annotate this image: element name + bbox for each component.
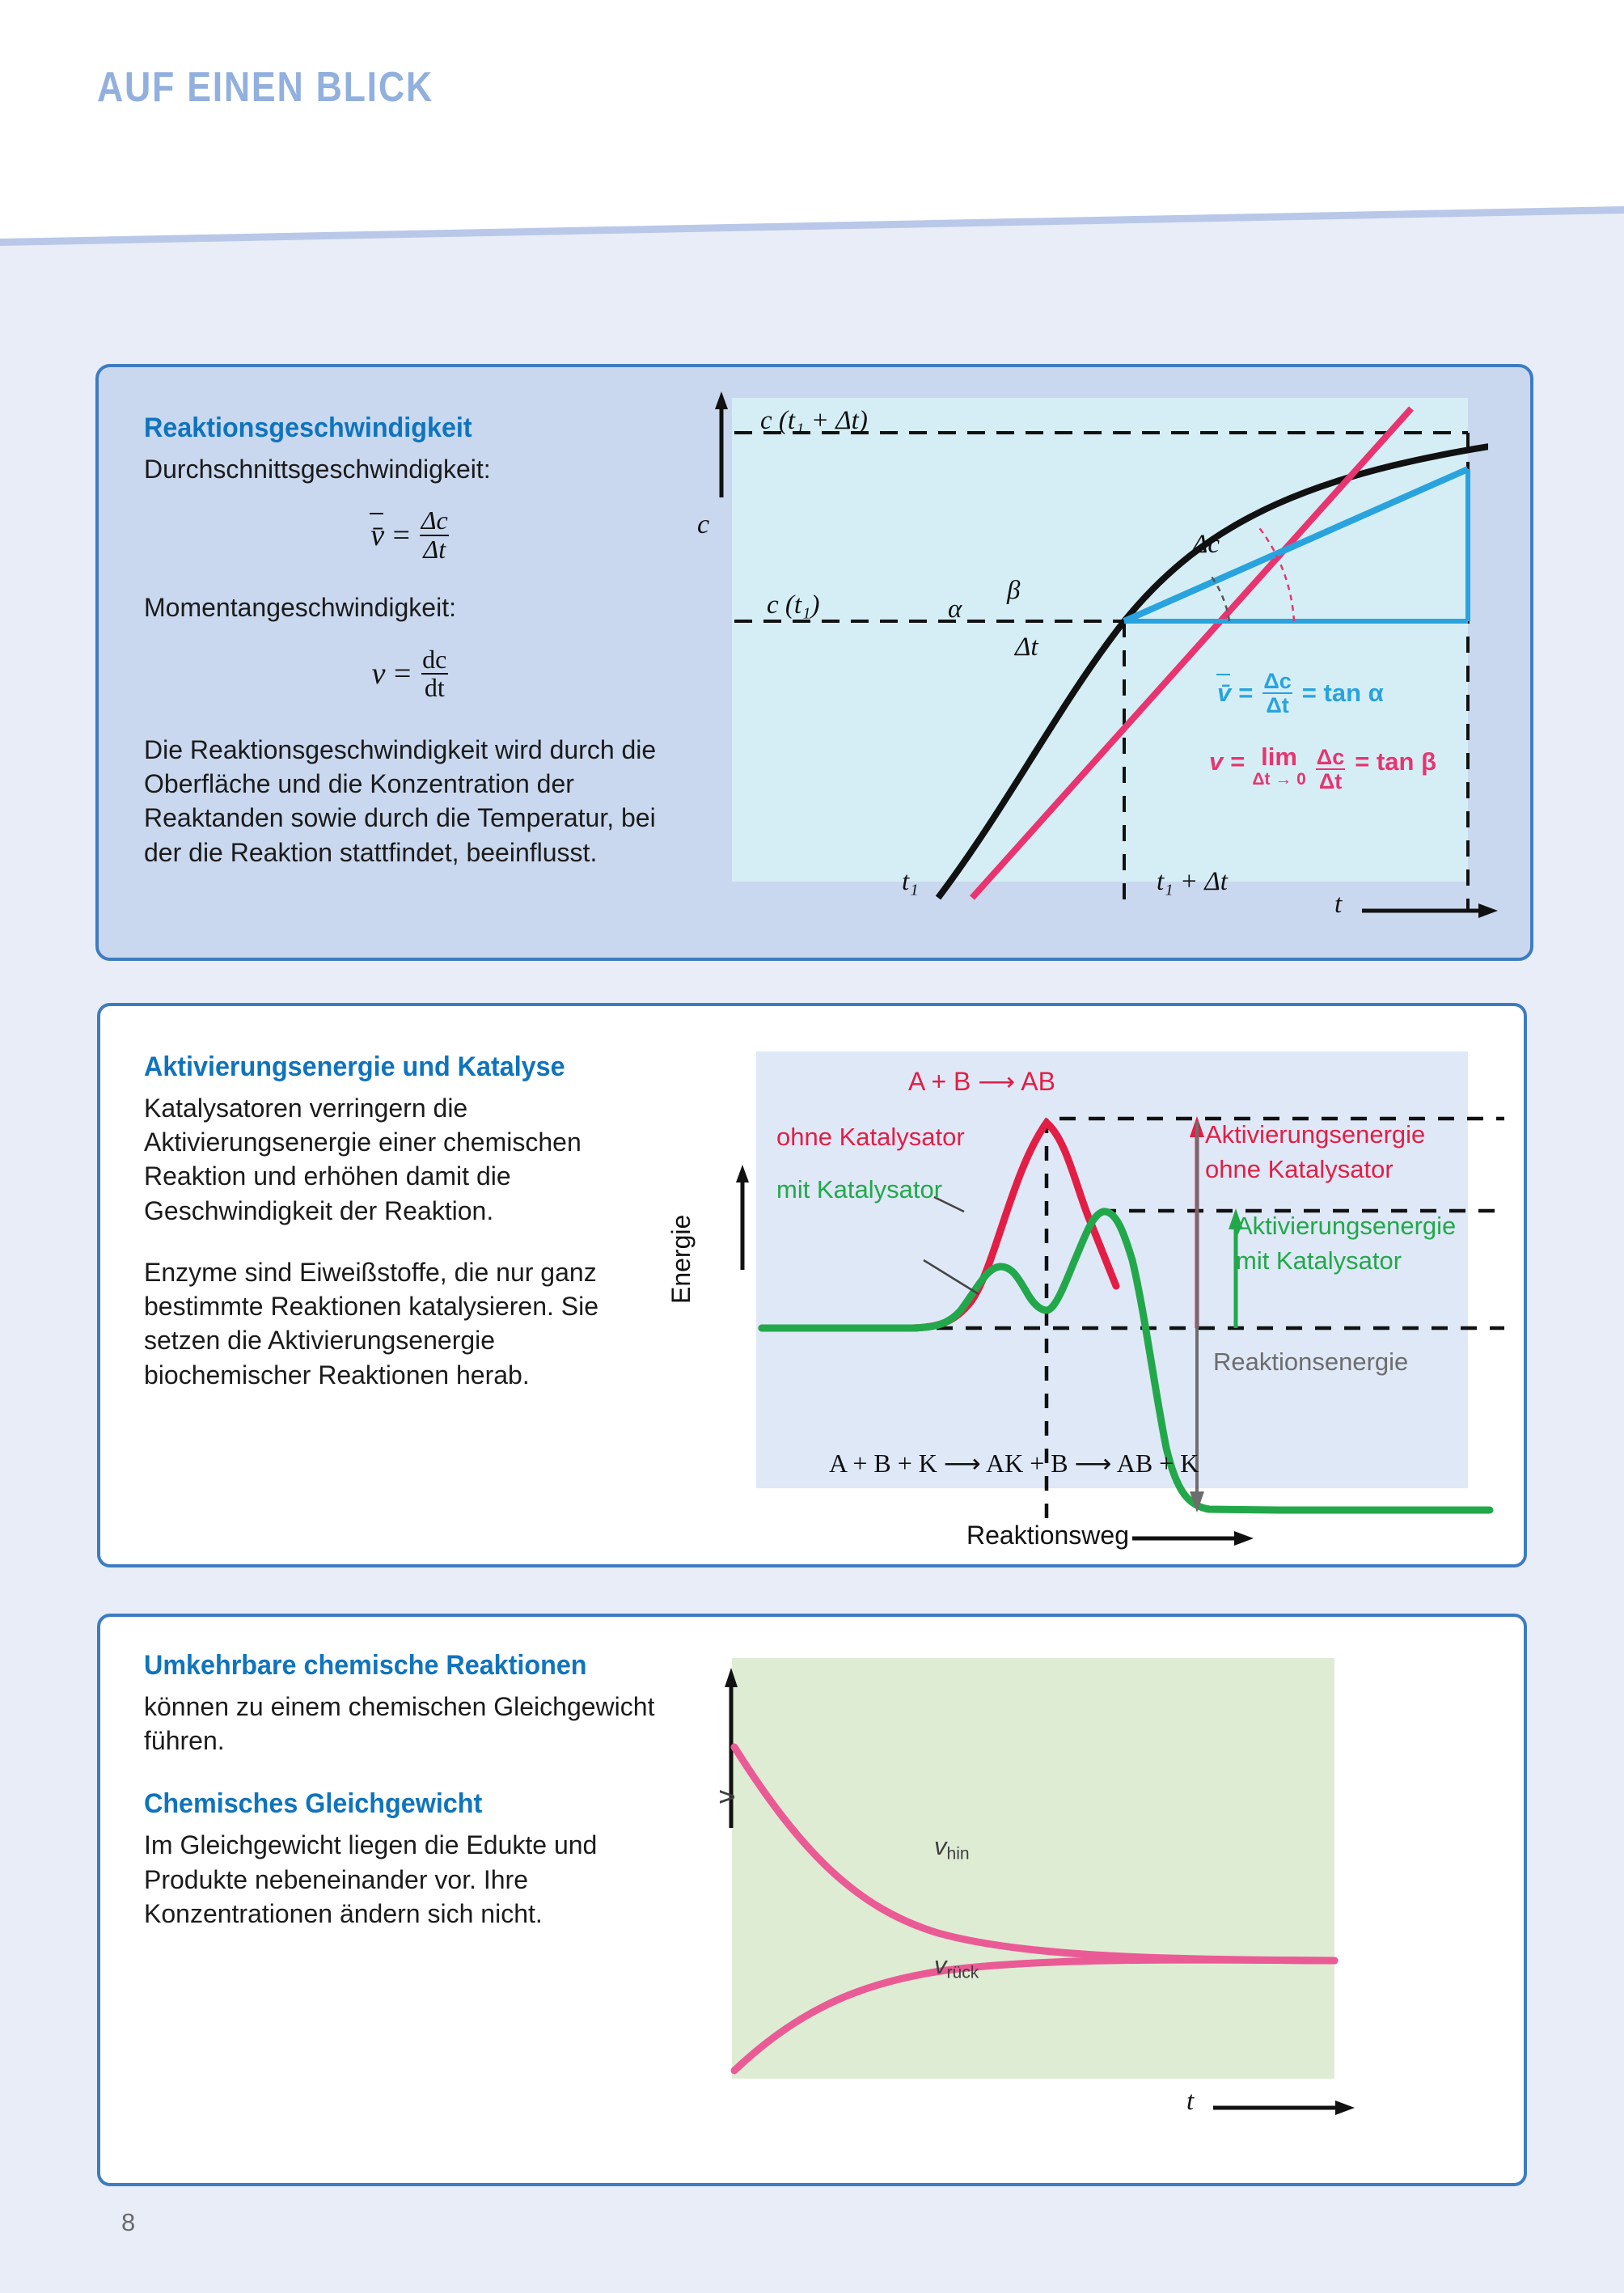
formula-avg-numerator: Δc (421, 506, 448, 535)
chart1-secant-lhs: v̄ (1217, 679, 1232, 708)
chart2-arrow-label-green-line1: Aktivierungsenergie (1236, 1212, 1457, 1240)
chart3-v-hin-sub: hin (946, 1844, 970, 1864)
chart1-tangent-lhs: v (1209, 747, 1224, 776)
panel3-heading-2: Chemisches Gleichgewicht (144, 1788, 483, 1820)
chart2-ylabel: Energie (666, 1214, 696, 1304)
chart1-secant-rhs: = tan α (1301, 679, 1384, 708)
chart1-tangent-num: Δc (1316, 745, 1345, 769)
panel1-body: Die Reaktionsgeschwindigkeit wird durch die Oberfläche und die Konzentration der Reaktanden sowie durch die Temperatur, bei der die Reaktion stattfindet, beeinflusst. (144, 734, 657, 867)
panel3-body-2: Im Gleichgewicht liegen die Edukte und Produkte nebeneinander vor. Ihre Konzentrationen ändern sich nicht. (144, 1830, 598, 1928)
formula-inst-numerator: dc (422, 644, 447, 674)
panel1-label-average: Durchschnittsgeschwindigkeit: (144, 455, 491, 484)
formula-instant-velocity (144, 646, 678, 702)
chart1-formula-tangent (1209, 744, 1436, 793)
chart3-v-rueck-sub: rück (946, 1963, 979, 1982)
page-title: AUF EINEN BLICK (97, 64, 433, 111)
chart3-label-v-hin (934, 1832, 970, 1864)
chart1-tangent-lim: lim (1261, 742, 1297, 771)
chart2-arrow-label-reaction-energy: Reaktionsenergie (1213, 1347, 1409, 1376)
chart1-delta-t-label: Δt (1015, 632, 1038, 662)
chart1-lower-value-label: c (t₁) (767, 590, 820, 620)
formula-avg-fraction (418, 507, 451, 563)
formula-avg-equals: = (391, 518, 412, 552)
chart1-tangent-den: Δt (1316, 768, 1345, 793)
chart2-title: A + B ⟶ AB (908, 1067, 1055, 1096)
chart3-label-v-rueck (934, 1951, 979, 1982)
formula-inst-denominator: dt (421, 673, 448, 702)
chart3-xlabel: t (1186, 2087, 1195, 2116)
panel2-text-column (144, 1051, 662, 1392)
chart1-ylabel: c (697, 510, 710, 539)
panel2-heading: Aktivierungsenergie und Katalyse (144, 1051, 565, 1082)
panel2-body-2: Enzyme sind Eiweißstoffe, die nur ganz bestimmte Reaktionen katalysieren. Sie setzen die Aktivierungsenergie biochemischer Reaktionen herab. (144, 1257, 599, 1390)
chart3-ylabel (710, 1790, 742, 1804)
chart2-x-axis-arrow (1132, 1527, 1270, 1559)
top-white-band (0, 0, 1624, 243)
panel1-text-column (144, 412, 678, 869)
chart2-arrow-label-green-line2: mit Katalysator (1236, 1246, 1402, 1275)
panel1-label-instant: Momentangeschwindigkeit: (144, 593, 456, 623)
panel3-body-1: können zu einem chemischen Gleichgewicht führen. (144, 1692, 655, 1756)
chart2-label-with-catalyst: mit Katalysator (776, 1175, 943, 1204)
panel2-body-1: Katalysatoren verringern die Aktivierungsenergie einer chemischen Reaktion und erhöhen damit die Geschwindigkeit der Reaktion. (144, 1094, 582, 1225)
chart2-arrow-label-red-line1: Aktivierungsenergie (1205, 1120, 1426, 1149)
chart2-arrow-label-red-line2: ohne Katalysator (1205, 1155, 1394, 1183)
chart1-secant-den: Δt (1262, 692, 1292, 717)
formula-inst-equals: = (391, 657, 413, 692)
formula-avg-lhs: v̄ (370, 518, 385, 552)
chart1-tangent-equals: = (1230, 747, 1245, 776)
chart2-xlabel: Reaktionsweg (966, 1521, 1129, 1550)
chart3-v-hin-base: v (934, 1832, 947, 1860)
formula-inst-lhs: v (371, 657, 386, 692)
chart1-secant-num: Δc (1263, 669, 1292, 693)
chart1-tangent-fraction (1313, 744, 1347, 793)
chart3-svg (696, 1642, 1359, 2143)
chart3-v-rueck-base: v (934, 1951, 947, 1979)
chart1-secant-fraction (1260, 670, 1294, 717)
chart1-svg (671, 380, 1488, 946)
panel3-text-column (144, 1650, 662, 1931)
chart1-secant-equals: = (1238, 679, 1254, 708)
formula-avg-denominator: Δt (420, 535, 449, 564)
panel3-heading-1: Umkehrbare chemische Reaktionen (144, 1650, 587, 1681)
chart2-x-equation: A + B + K ⟶ AK + B ⟶ AB + K (829, 1449, 1199, 1478)
chart1-beta-label: β (1007, 576, 1021, 605)
chart3-x-axis-arrow (1213, 2096, 1375, 2129)
chart1-tangent-rhs: = tan β (1355, 747, 1436, 776)
formula-average-velocity (144, 507, 678, 563)
chart1-xtick-t1-plus-dt: t₁ + Δt (1157, 867, 1228, 896)
page-number: 8 (121, 2208, 136, 2236)
chart2-label-without-catalyst: ohne Katalysator (776, 1123, 965, 1151)
chart3-ylabel-text: v (710, 1790, 741, 1804)
chart1-x-axis-arrow (1362, 899, 1508, 932)
chart1-alpha-label: α (948, 594, 962, 624)
chart1-xlabel: t (1334, 890, 1343, 919)
chart1-formula-secant (1217, 670, 1384, 717)
chart1-upper-value-label: c (t₁ + Δt) (760, 406, 868, 435)
chart1-delta-c-label: Δc (1192, 530, 1220, 559)
panel1-heading: Reaktionsgeschwindigkeit (144, 412, 472, 443)
chart1-xtick-t1: t₁ (902, 867, 919, 896)
chart1-tangent-lim-sub: Δt → 0 (1252, 770, 1306, 789)
formula-inst-fraction (419, 646, 450, 702)
